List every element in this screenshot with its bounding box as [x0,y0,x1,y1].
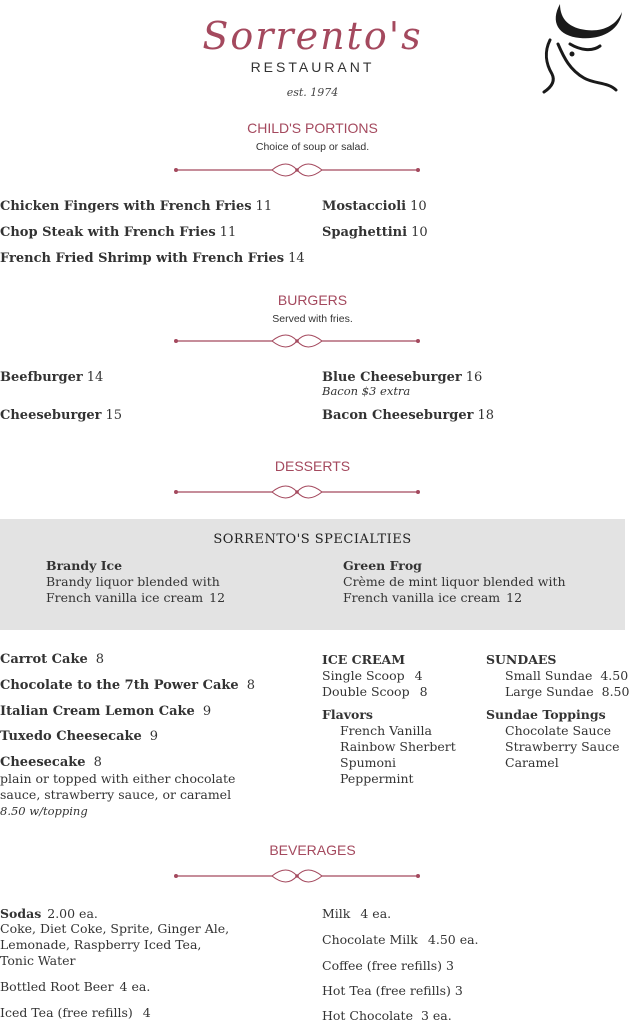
specialty-desc: Crème de mint liquor blended with [343,574,566,589]
menu-item: Spaghettini 10 [322,225,428,240]
menu-item: Cheesecake 8 [0,755,102,770]
burgers-title: BURGERS [277,292,348,308]
flavors-title: Flavors [322,707,373,722]
brand-subtitle: RESTAURANT [250,59,375,75]
childs-portions-title: CHILD'S PORTIONS [247,120,378,136]
beverages-title: BEVERAGES [269,842,356,858]
menu-item: Hot Chocolate 3 ea. [322,1008,452,1023]
menu-item: Beefburger 14 [0,370,104,385]
menu-item: Coffee (free refills) 3 [322,958,454,973]
burgers-subtitle: Served with fries. [272,313,353,325]
ornament-divider-icon [172,331,422,351]
brand-name: Sorrento's [202,14,423,58]
flavor-item: Rainbow Sherbert [340,739,456,754]
specialty-name: Brandy Ice [46,558,123,573]
flavor-item: Spumoni [340,755,397,770]
topping-item: Caramel [505,755,559,770]
menu-item: Double Scoop 8 [322,684,428,699]
menu-item: Milk 4 ea. [322,906,392,921]
specialties-title: SORRENTO'S SPECIALTIES [213,532,412,547]
menu-item: Single Scoop 4 [322,668,423,683]
flavor-item: French Vanilla [340,723,432,738]
menu-item: Tuxedo Cheesecake 9 [0,729,159,744]
menu-item: Sodas 2.00 ea. [0,906,98,921]
item-note: Bacon $3 extra [322,384,411,398]
item-description: plain or topped with either chocolate [0,771,236,786]
menu-item: Chocolate to the 7th Power Cake 8 [0,678,255,693]
specialty-item [46,558,225,606]
sundaes-title: SUNDAES [486,652,557,667]
menu-item: Bacon Cheeseburger 18 [322,408,495,423]
menu-item: Hot Tea (free refills) 3 [322,983,463,998]
topping-item: Chocolate Sauce [505,723,611,738]
menu-item: Chocolate Milk 4.50 ea. [322,932,479,947]
menu-item: Blue Cheeseburger 16 [322,370,483,385]
specialty-desc: Brandy liquor blended with [46,574,220,589]
desserts-title: DESSERTS [274,458,351,474]
flavor-item: Peppermint [340,771,414,786]
menu-item: French Fried Shrimp with French Fries 14 [0,251,305,266]
item-description: Lemonade, Raspberry Iced Tea, [0,937,202,952]
menu-item: Large Sundae 8.50 [505,684,629,699]
item-description: Coke, Diet Coke, Sprite, Ginger Ale, [0,921,230,936]
ice-cream-title: ICE CREAM [322,652,406,667]
menu-item: Cheeseburger 15 [0,408,123,423]
item-note: 8.50 w/topping [0,804,88,818]
toppings-title: Sundae Toppings [486,707,606,722]
ornament-divider-icon [172,482,422,502]
menu-item: Mostaccioli 10 [322,199,427,214]
menu-item: Carrot Cake 8 [0,652,104,667]
specialty-name: Green Frog [343,558,422,573]
menu-item: Iced Tea (free refills) 4 [0,1005,151,1020]
specialty-desc: French vanilla ice cream 12 [343,590,523,605]
menu-item: Italian Cream Lemon Cake 9 [0,704,212,719]
specialty-item [343,558,566,606]
menu-item: Chop Steak with French Fries 11 [0,225,237,240]
menu-item: Bottled Root Beer 4 ea. [0,979,151,994]
established-year: est. 1974 [286,86,339,99]
ornament-divider-icon [172,160,422,180]
specialty-desc: French vanilla ice cream 12 [46,590,226,605]
topping-item: Strawberry Sauce [505,739,620,754]
item-description: sauce, strawberry sauce, or caramel [0,787,232,802]
ornament-divider-icon [172,866,422,886]
menu-item: Chicken Fingers with French Fries 11 [0,199,273,214]
menu-item: Small Sundae 4.50 [505,668,629,683]
item-description: Tonic Water [0,953,76,968]
childs-portions-subtitle: Choice of soup or salad. [255,141,370,153]
